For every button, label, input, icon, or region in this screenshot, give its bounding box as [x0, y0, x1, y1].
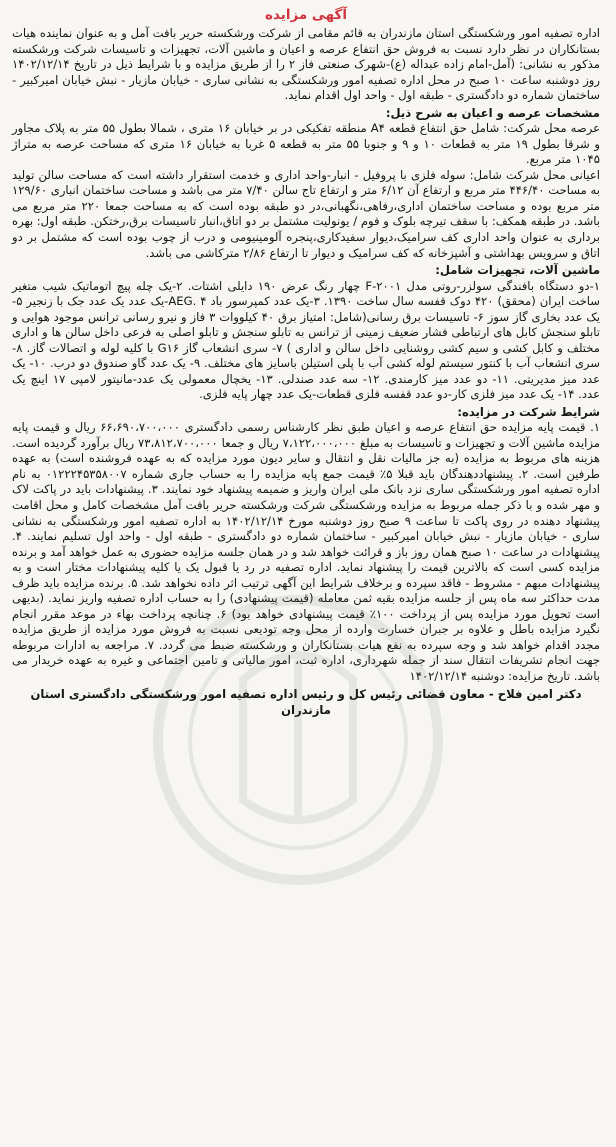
land-paragraph: عرصه محل شرکت: شامل حق انتفاع قطعه A۴ منطقه تفکیکی در بر خیابان ۱۶ متری ، شمالا بطول ۵۵ متر به پلاک مجاور و شرقا بطول ۱۹ متر به قطعات ۱۰ و ۹ و جنوبا ۵۵ متر به قطعه ۵ غربا به خیابان ۱۶ متری که مساحت عرصه به متراژ ۱۰۴۵ متر مربع. — [12, 121, 601, 167]
buildings-paragraph: اعیانی محل شرکت شامل: سوله فلزی با پروفیل - انبار-واحد اداری و خدمت استقرار داشته است که مساحت سالن تولید به مساحت ۴۴۶/۴۰ متر مربع و ارتفاع آن ۶/۱۲ متر و ارتفاع تاج سالن ۷/۴۰ متر می باشد و مساحت ساختمان انباری ۱۲۹/۶۰ متر مربع بوده و مساحت ساختمان اداری،رفاهی،نگهبانی،در دو طبقه بوده است که به مساحت جمعا ۲۲۰ متر مربع می باشد. در طبقه همکف: با سقف تیرچه بلوک و فوم / یونولیت مشتمل بر دو اتاق،انبار تاسیسات برق،رختکن. طبقه اول: بهره برداری به عنوان واحد اداری کف سرامیک،دیوار سفیدکاری،پنجره آلومینیومی و درب از چوب بوده است که مشتمل بر دو اتاق و سرویس بهداشتی و آشپزخانه که کف سرامیک و دیوار تا ارتفاع ۲/۸۶ مترکاشی می باشد. — [12, 167, 600, 260]
intro-paragraph: اداره تصفیه امور ورشکستگی استان مازندران به قائم مقامی از شرکت ورشکسته حریر بافت آمل و به عنوان نماینده هیات بستانکاران در نظر دارد نسبت به فروش حق انتفاع عرصه و اعیان و ماشین آلات، تجهیزات و تاسیسات شرکت ورشکسته مذکور به نشانی: (آمل-امام زاده عبداله (ع)-شهرک صنعتی فاز ۲ را از طریق مزایده و با شرایط ذیل در تاریخ ۱۴۰۲/۱۲/۱۴ روز دوشنبه ساعت ۱۰ صبح در محل اداره تصفیه امور ورشکستگی به نشانی ساری - خیابان مازیار - نبش خیابان امیرکبیر - ساختمان شماره دو دادگستری - طبقه اول - واحد اول اقدام نماید. — [12, 26, 600, 103]
machinery-paragraph: ۱-دو دستگاه بافندگی سولزر-روتی مدل F-۲۰۰۱ چهار رنگ عرض ۱۹۰ دایلی اشتات. ۲-یک چله پیچ اتوماتیک شیب متغیر ساخت ایران (محقق) ۴۲۰ دوک قفسه سال ساخت ۱۳۹۰. ۳-یک عدد کمپرسور باد AEG. ۴-یک عدد یک عدد جک با زنجیر ۵- یک عدد بخاری گاز سوز ۶- تاسیسات برق رسانی(شامل: امتیاز برق ۴۰ کیلووات ۳ فاز و نیرو رسانی ترانس موجود هوایی و تابلو سنجش کابل های ارتباطی فشار ضعیف زمینی از ترانس به تابلو سنجش و تابلو اصلی به فرعی داخل سالن ها و اداری مختلف و کابل کشی و سیم کشی روشنایی داخل سالن و اداری ) ۷- سری انشعاب گاز G۱۶ با کلیه لوله و اتصالات گاز. ۸- سری انشعاب آب با کنتور سیستم لوله کشی آب با پلی استیلن باسایز های مختلف. ۹- یک عدد گاو صندوق دو درب. ۱۰- یک عدد میز مدیریتی. ۱۱- دو عدد میز کارمندی. ۱۲- سه عدد صندلی. ۱۳- یخچال معمولی یک عدد-مانیتور لامپی ۱۷ اینچ یک عدد. ۱۴- یک عدد میز فلزی کار-دو عدد قفسه فلزی قطعات-یک عدد چهار پایه فلزی. — [12, 278, 601, 402]
notice-title: آگهی مزایده — [265, 7, 347, 23]
specs-heading: مشخصات عرصه و اعیان به شرح ذیل: — [385, 105, 600, 120]
conditions-paragraph: ۱. قیمت پایه مزایده حق انتفاع عرصه و اعیان طبق نظر کارشناس رسمی دادگستری ۶۶،۶۹۰،۷۰۰،۰۰۰ ریال و قیمت پایه مزایده ماشین آلات و تجهیزات و تاسیسات به مبلغ ۷،۱۲۲،۰۰۰،۰۰۰ ریال و جمعا ۷۳،۸۱۲،۷۰۰،۰۰۰ ریال برآورد گردیده است. هزینه های مربوط به مزایده (به جز مالیات نقل و انتقال و سایر دیون مورد مزایده که به عهده فروشنده است) به عهده طرفین است. ۲. پیشنهاددهندگان باید قبلا ۵٪ قیمت جمع پایه مزایده را به حساب جاری شماره ۰۱۲۲۲۴۵۳۵۸۰۰۷ به نام اداره تصفیه امور ورشکستگی ساری نزد بانک ملی ایران واریز و ضمیمه پیشنهاد خود نمایند. ۳. پیشنهادات باید در پاکت لاک و مهر شده و با ذکر جمله مربوط به مزایده ورشکستگی شرکت ورشکسته حریر بافت آمل مشخصات کامل و محل اقامت پیشنهاد دهنده در روی پاکت تا ساعت ۹ صبح روز دوشنبه مورخ ۱۴۰۲/۱۲/۱۴ به اداره تصفیه امور ورشکستگی به نشانی ساری - خیابان مازیار - نبش خیابان امیرکبیر - ساختمان شماره دو دادگستری - طبقه اول - واحد اول تسلیم نمایند. ۴. پیشنهادات در ساعت ۱۰ صبح همان روز باز و قرائت خواهد شد و در همان جلسه مزایده حضوری به عمل خواهد آمد و برنده مزایده کسی است که بالاترین قیمت را پیشنهاد نماید. اداره تصفیه در رد یا قبول یک یا کلیه پیشنهادات مختار است و به پیشنهادات مبهم - مشروط - فاقد سپرده و برخلاف شرایط این آگهی ترتیب اثر داده نخواهد شد. ۵. برنده مزایده باید ظرف مدت حداکثر سه ماه پس از جلسه مزایده بقیه ثمن معامله (قیمت پیشنهادی) را به حساب اداره تصفیه واریز نماید. (بدیهی است تحویل مورد مزایده پس از پرداخت ۱۰۰٪ قیمت پیشنهادی خواهد بود) ۶. چنانچه پرداخت بهاء در موعد مقرر انجام نگیرد مزایده باطل و علاوه بر جبران خسارت وارده از محل وجه تودیعی نسبت به فروش مورد مزایده از طریق مزایده مجدد اقدام خواهد شد و وجه سپرده به نفع هیات بستانکاران و ورشکسته ضبط می گردد. ۷. مراجعه به ادارات مربوطه جهت انجام تشریفات انتقال سند از جمله شهرداری، اداره ثبت، امور مالیاتی و تامین اجتماعی و غیره به عهده خریدار می باشد. تاریخ مزایده: دوشنبه ۱۴۰۲/۱۲/۱۴ — [12, 420, 600, 683]
conditions-heading: شرایط شرکت در مزایده: — [457, 404, 600, 419]
machinery-heading: ماشین آلات، تجهیزات شامل: — [435, 263, 600, 278]
signature-line: دکتر امین فلاح - معاون قضائی رئیس کل و رئیس اداره تصفیه امور ورشکستگی دادگستری استان مازندران — [30, 687, 582, 717]
